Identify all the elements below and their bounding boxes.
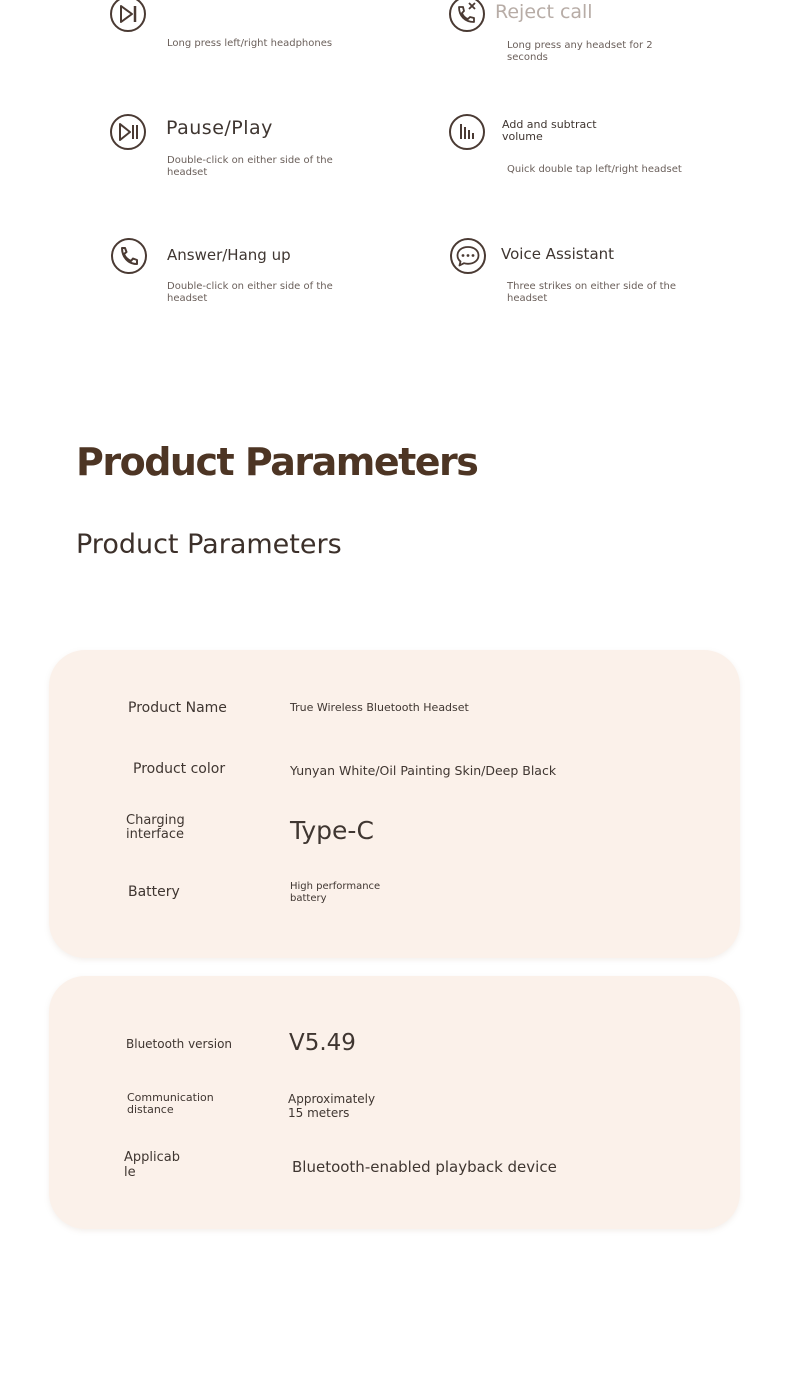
section-heading: Product Parameters <box>76 440 478 484</box>
param-label: Battery <box>128 884 180 900</box>
param-value: Yunyan White/Oil Painting Skin/Deep Black <box>290 763 557 778</box>
feature-desc-reject: Long press any headset for 2 seconds <box>507 40 653 63</box>
param-value: High performance battery <box>290 881 381 904</box>
param-label: Bluetooth version <box>126 1037 233 1051</box>
section-subheading: Product Parameters <box>76 529 342 560</box>
phone-icon <box>111 238 147 274</box>
feature-desc-volume: Quick double tap left/right headset <box>507 164 682 175</box>
feature-desc-next: Long press left/right headphones <box>167 38 333 49</box>
param-label: Applicable <box>124 1150 180 1180</box>
param-value: Bluetooth-enabled playback device <box>292 1158 557 1176</box>
params-card-2 <box>49 976 740 1229</box>
feature-title-volume: Add and subtract volume <box>502 118 597 143</box>
param-value: Type-C <box>290 816 374 845</box>
feature-title-voice: Voice Assistant <box>501 245 615 263</box>
param-label: Charging interface <box>126 813 185 842</box>
play-pause-icon <box>110 114 146 150</box>
feature-desc-pause-play: Double-click on either side of the headset <box>167 155 333 178</box>
play-next-icon <box>110 0 146 32</box>
param-value: Approximately 15 meters <box>288 1092 376 1120</box>
param-value: True Wireless Bluetooth Headset <box>290 701 469 714</box>
chat-icon <box>450 238 486 274</box>
feature-title-answer: Answer/Hang up <box>167 246 291 264</box>
volume-icon <box>449 114 485 150</box>
feature-title-reject: Reject call <box>495 1 593 23</box>
params-card-1 <box>49 650 740 958</box>
reject-call-icon <box>449 0 485 32</box>
param-label: Product color <box>133 761 226 777</box>
feature-title-pause-play: Pause/Play <box>166 117 273 139</box>
param-value: V5.49 <box>289 1030 356 1056</box>
param-label: Communication distance <box>127 1091 214 1116</box>
feature-desc-voice: Three strikes on either side of the headset <box>507 281 676 304</box>
feature-desc-answer: Double-click on either side of the headset <box>167 281 333 304</box>
param-label: Product Name <box>128 700 227 716</box>
